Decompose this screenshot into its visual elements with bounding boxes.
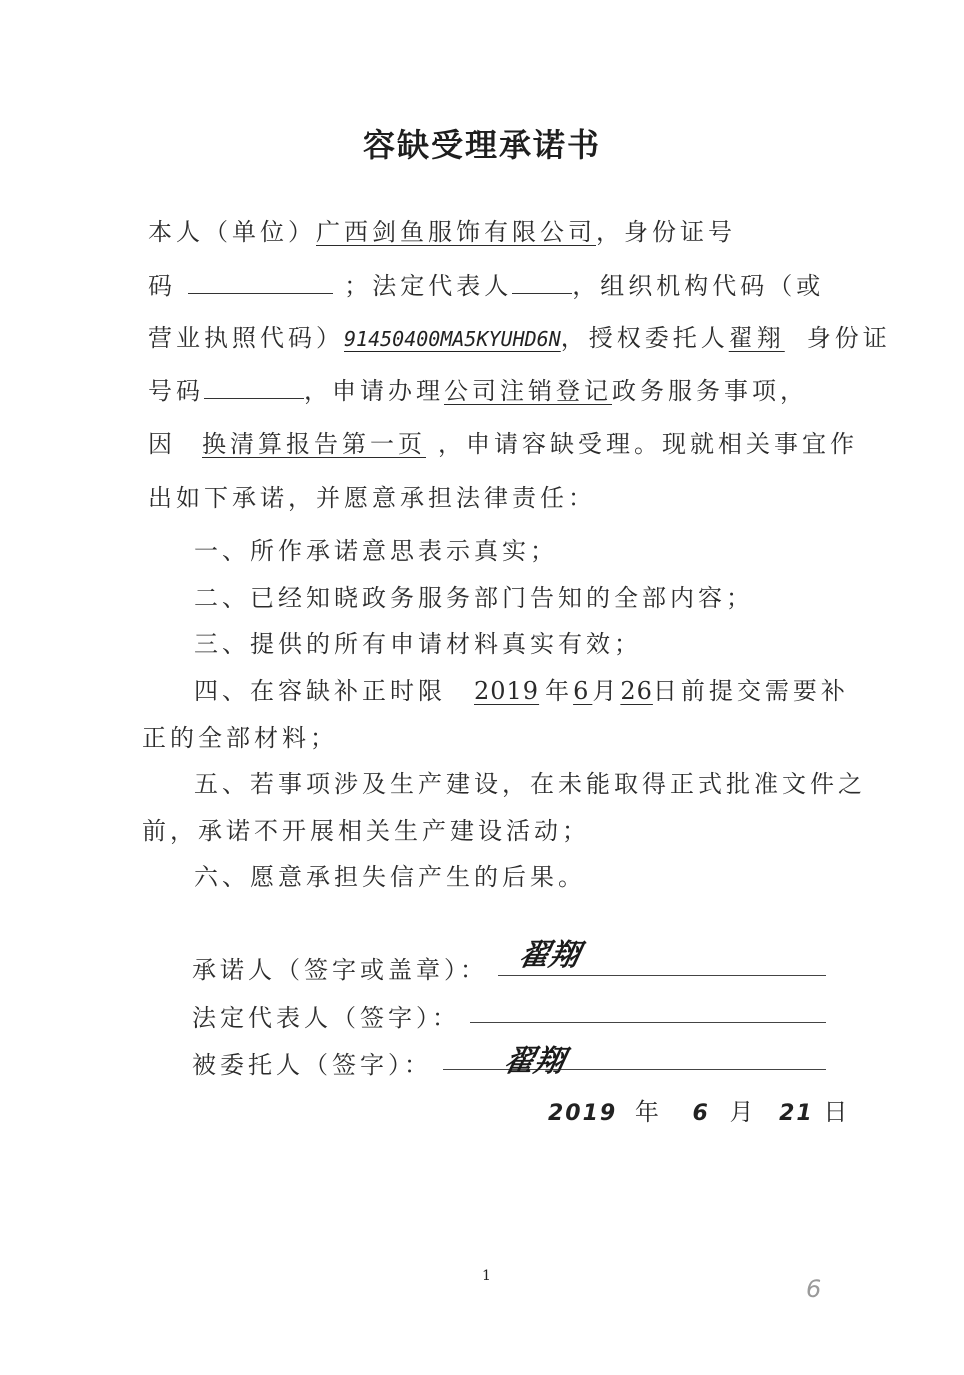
intro-text: ，申请办理 [304,377,444,405]
service-item-field: 公司注销登记 [444,377,612,405]
deadline-day-field: 26 [620,677,653,705]
date-day: 21 [779,1101,814,1126]
date-year: 2019 [548,1101,618,1126]
promisor-signature-line [498,975,826,976]
intro-line-6: 出如下承诺，并愿意承担法律责任： [148,484,596,512]
commitment-5-line-1: 五、若事项涉及生产建设，在未能取得正式批准文件之 [194,770,866,798]
agent-name-field: 翟翔 [728,324,785,352]
commitment-4 [194,671,849,706]
intro-line-2 [148,266,824,301]
agent-label: 被委托人（签字）： [192,1051,432,1079]
commitment-5-line-2: 前，承诺不开展相关生产建设活动； [142,817,590,845]
intro-text: ，身份证号 [596,218,736,246]
date-month-label: 月 [729,1098,756,1126]
handwritten-page-mark: 6 [806,1275,822,1303]
intro-text: ，授权委托人 [560,324,729,352]
intro-text: 因 [148,430,176,458]
intro-line-3 [148,318,891,353]
license-code-field: 91450400MA5KYUHD6N [344,327,561,351]
page-number: 1 [482,1268,491,1284]
commitment-text: 四、在容缺补正时限 [194,677,446,705]
intro-text: ，组织机构代码（或 [572,272,825,300]
document-title: 容缺受理承诺书 [362,126,601,164]
id-number-blank [188,271,333,294]
date-year-label: 年 [634,1098,661,1126]
agent-signature-line [443,1069,826,1070]
intro-line-4 [148,371,808,406]
signing-date [548,1092,849,1127]
intro-text: ；法定代表人 [344,272,513,300]
legal-rep-blank [512,271,572,294]
intro-line-5 [148,424,858,459]
date-month: 6 [692,1101,710,1126]
commitment-text: 月 [592,677,621,705]
intro-text: 营业执照代码） [148,324,344,352]
intro-text: 身份证 [806,324,891,352]
deadline-month-field: 6 [573,677,593,705]
commitment-text: 日前提交需要补 [652,677,849,705]
unit-name-field: 广西剑鱼服饰有限公司 [316,218,596,246]
commitment-6: 六、愿意承担失信产生的后果。 [194,863,586,891]
commitment-4-continuation: 正的全部材料； [142,724,338,752]
intro-text: 码 [148,272,176,300]
reason-field: 换清算报告第一页 [202,430,426,458]
intro-line-1 [148,212,736,247]
commitment-3: 三、提供的所有申请材料真实有效； [194,630,642,658]
intro-text: ，申请容缺受理。现就相关事宜作 [438,430,858,458]
intro-text: 本人（单位） [148,218,316,246]
commitment-text: 年 [545,677,574,705]
promisor-signature: 翟翔 [515,938,583,973]
intro-text: 号码 [148,377,204,405]
agent-id-blank [204,376,304,399]
date-day-label: 日 [823,1098,850,1126]
commitment-2: 二、已经知晓政务服务部门告知的全部内容； [194,584,754,612]
legal-rep-signature-line [470,1022,826,1023]
deadline-year-field: 2019 [474,677,540,705]
commitment-1: 一、所作承诺意思表示真实； [194,537,558,565]
legal-rep-label: 法定代表人（签字）： [192,1004,460,1032]
intro-text: 政务服务事项， [612,377,808,405]
promisor-label: 承诺人（签字或盖章）： [192,956,488,984]
agent-signature: 翟翔 [500,1044,568,1079]
